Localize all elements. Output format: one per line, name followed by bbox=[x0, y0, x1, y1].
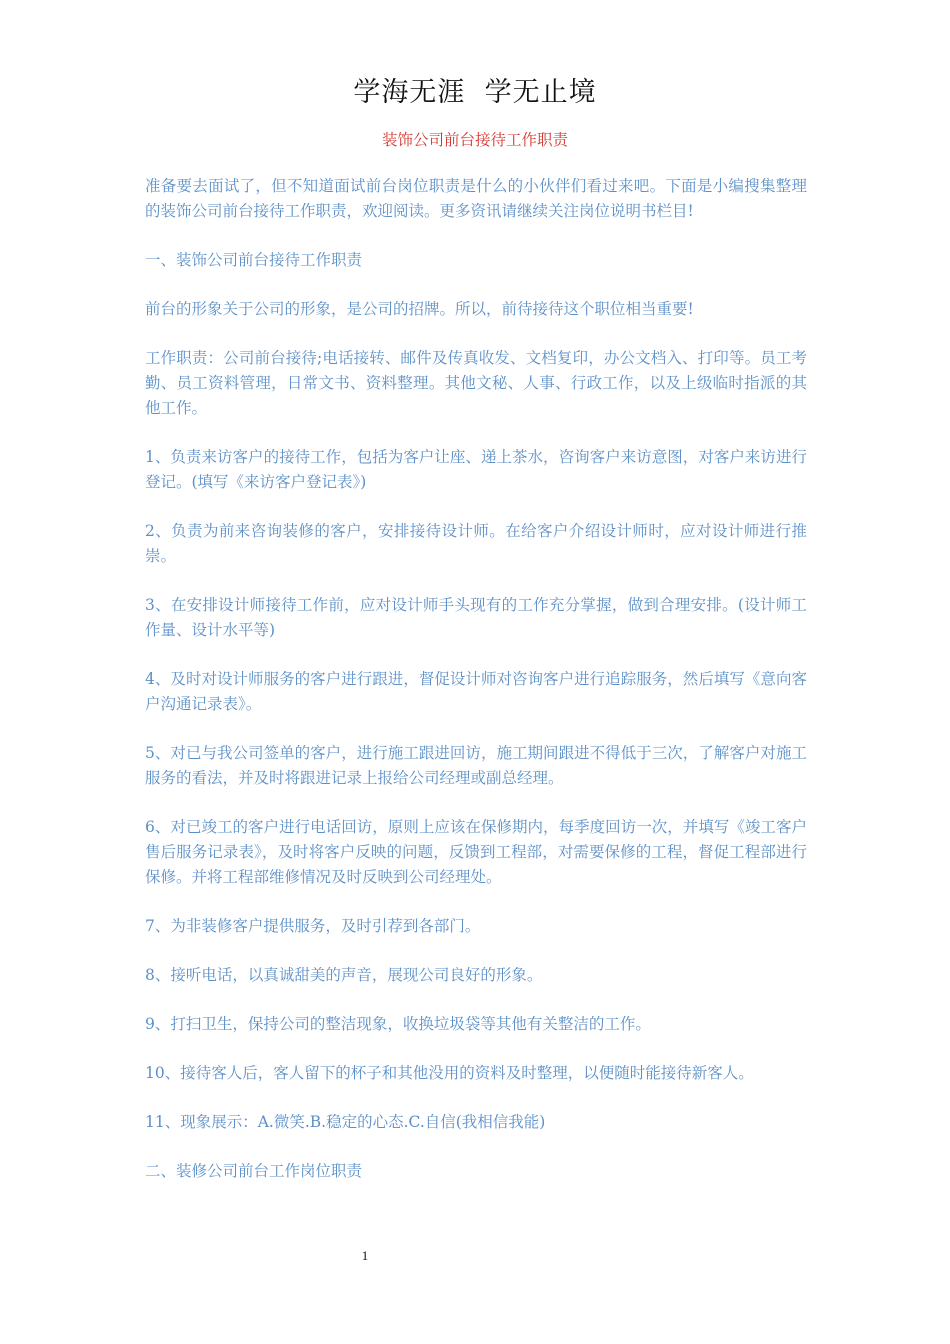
paragraph-intro: 准备要去面试了，但不知道面试前台岗位职责是什么的小伙伴们看过来吧。下面是小编搜集整理的装饰公司前台接待工作职责，欢迎阅读。更多资讯请继续关注岗位说明书栏目! bbox=[145, 177, 807, 220]
page-header-title: 学海无涯 学无止境 bbox=[353, 77, 597, 108]
paragraph: 工作职责：公司前台接待;电话接转、邮件及传真收发、文档复印，办公文档入、打印等。员工考勤、员工资料管理，日常文书、资料整理。其他文秘、人事、行政工作，以及上级临时指派的其他工作。 bbox=[145, 349, 807, 417]
list-item: 5、对已与我公司签单的客户，进行施工跟进回访，施工期间跟进不得低于三次，了解客户对施工服务的看法，并及时将跟进记录上报给公司经理或副总经理。 bbox=[145, 744, 807, 787]
document-body bbox=[145, 174, 807, 1208]
list-item: 2、负责为前来咨询装修的客户，安排接待设计师。在给客户介绍设计师时，应对设计师进行推崇。 bbox=[145, 522, 807, 565]
page-number: 1 bbox=[361, 1248, 369, 1263]
list-item: 6、对已竣工的客户进行电话回访，原则上应该在保修期内，每季度回访一次，并填写《竣工客户售后服务记录表》，及时将客户反映的问题，反馈到工程部，对需要保修的工程，督促工程部进行保修。并将工程部维修情况及时反映到公司经理处。 bbox=[145, 818, 807, 886]
list-item: 4、及时对设计师服务的客户进行跟进，督促设计师对咨询客户进行追踪服务，然后填写《意向客户沟通记录表》。 bbox=[145, 670, 807, 713]
list-item: 11、现象展示：A.微笑.B.稳定的心态.C.自信(我相信我能) bbox=[145, 1113, 546, 1131]
section-heading-2: 二、装修公司前台工作岗位职责 bbox=[145, 1162, 363, 1180]
list-item: 8、接听电话，以真诚甜美的声音，展现公司良好的形象。 bbox=[145, 966, 543, 984]
list-item: 9、打扫卫生，保持公司的整洁现象，收换垃圾袋等其他有关整洁的工作。 bbox=[145, 1015, 651, 1033]
list-item: 1、负责来访客户的接待工作，包括为客户让座、递上茶水，咨询客户来访意图，对客户来访进行登记。(填写《来访客户登记表》) bbox=[145, 448, 807, 491]
paragraph: 前台的形象关于公司的形象，是公司的招牌。所以，前待接待这个职位相当重要! bbox=[145, 300, 694, 318]
list-item: 3、在安排设计师接待工作前，应对设计师手头现有的工作充分掌握，做到合理安排。(设计师工作量、设计水平等) bbox=[145, 596, 807, 639]
document-title: 装饰公司前台接待工作职责 bbox=[381, 131, 568, 149]
list-item: 7、为非装修客户提供服务，及时引荐到各部门。 bbox=[145, 917, 481, 935]
list-item: 10、接待客人后，客人留下的杯子和其他没用的资料及时整理，以便随时能接待新客人。 bbox=[145, 1064, 754, 1082]
section-heading-1: 一、装饰公司前台接待工作职责 bbox=[145, 251, 363, 269]
